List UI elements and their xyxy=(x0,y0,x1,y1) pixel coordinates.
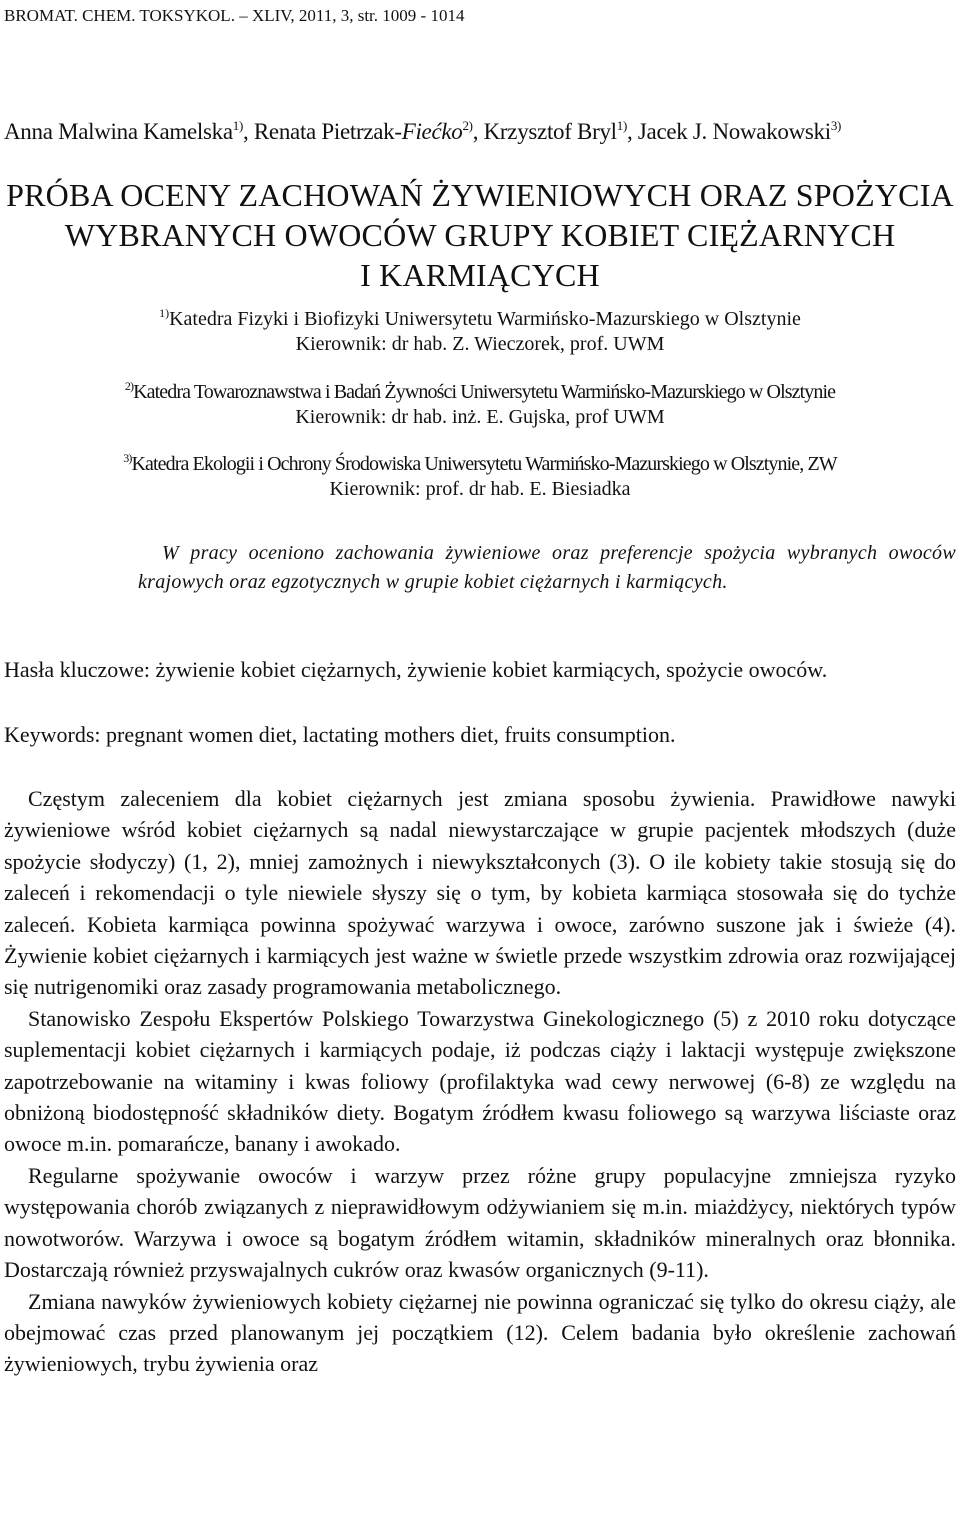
affiliation-head: Kierownik: dr hab. Z. Wieczorek, prof. UWM xyxy=(295,333,665,355)
author-list xyxy=(4,118,956,146)
keywords-polish: Hasła kluczowe: żywienie kobiet ciężarnych, żywienie kobiet karmiących, spożycie owoców. xyxy=(4,657,828,682)
affiliation-marker: 3) xyxy=(830,118,842,133)
affiliation-marker: 2) xyxy=(462,118,473,133)
running-head: BROMAT. CHEM. TOKSYKOL. – XLIV, 2011, 3, str. 1009 - 1014 xyxy=(4,6,465,25)
author-name: Anna Malwina Kamelska xyxy=(4,119,233,144)
paragraph: Stanowisko Zespołu Ekspertów Polskiego Towarzystwa Ginekologicznego (5) z 2010 roku dotyczące suplementacji kobiet ciężarnych i karmiących podaje, iż podczas ciąży i laktacji występuje zwiększone zapotrzebowanie na witaminy i kwas foliowy (profilaktyka wad cewy nerwowej (6-8) ze względu na obniżoną biodostępność składników diety. Bogatym źródłem kwasu foliowego są warzywa liściaste oraz owoce m.in. pomarańcze, banany i awokado. xyxy=(4,1005,956,1157)
paragraph: Zmiana nawyków żywieniowych kobiety ciężarnej nie powinna ograniczać się tylko do okresu ciąży, ale obejmować czas przed planowanym jej początkiem (12). Celem badania było określenie zachowań żywieniowych, trybu żywienia oraz xyxy=(4,1288,956,1377)
body-text xyxy=(4,783,956,1380)
affiliation-marker: 1) xyxy=(232,118,243,133)
abstract: W pracy oceniono zachowania żywieniowe oraz preferencje spożycia wybranych owoców krajowych oraz egzotycznych w grupie kobiet ciężarnych i karmiących. xyxy=(138,542,956,593)
affiliation-2 xyxy=(0,380,960,430)
affiliation-unit: Katedra Ekologii i Ochrony Środowiska Uniwersytetu Warmińsko-Mazurskiego w Olsztynie, ZW xyxy=(131,453,837,475)
paragraph: Regularne spożywanie owoców i warzyw przez różne grupy populacyjne zmniejsza ryzyko występowania chorób związanych z nieprawidłowym odżywianiem się m.in. miażdżycy, niektórych typów nowotworów. Warzywa i owoce są bogatym źródłem witamin, składników mineralnych oraz błonnika. Dostarczają również przyswajalnych cukrów oraz kwasów organicznych (9-11). xyxy=(4,1162,956,1283)
author-name: , Jacek J. Nowakowski xyxy=(626,119,831,144)
affiliation-marker: 3) xyxy=(123,451,132,465)
keywords-english: Keywords: pregnant women diet, lactating mothers diet, fruits consumption. xyxy=(4,722,676,747)
affiliation-head: Kierownik: prof. dr hab. E. Biesiadka xyxy=(329,478,631,500)
author-name: , Renata Pietrzak- xyxy=(242,119,402,144)
affiliation-unit: Katedra Towaroznawstwa i Badań Żywności Uniwersytetu Warmińsko-Mazurskiego w Olsztynie xyxy=(133,381,836,403)
author-name-italic: Fiećko xyxy=(401,119,463,144)
affiliation-1 xyxy=(0,307,960,357)
affiliation-unit: Katedra Fizyki i Biofizyki Uniwersytetu Warmińsko-Mazurskiego w Olsztynie xyxy=(169,308,801,330)
affiliation-marker: 1) xyxy=(159,306,170,320)
author-name: , Krzysztof Bryl xyxy=(472,119,617,144)
title-line: PRÓBA OCENY ZACHOWAŃ ŻYWIENIOWYCH ORAZ SPOŻYCIA xyxy=(6,177,954,213)
paper-title xyxy=(0,175,960,295)
affiliation-3 xyxy=(0,452,960,502)
paragraph: Częstym zaleceniem dla kobiet ciężarnych jest zmiana sposobu żywienia. Prawidłowe nawyki żywieniowe wśród kobiet ciężarnych są nadal niewystarczające w grupie pacjentek młodszych (duże spożycie słodyczy) (1, 2), mniej zamożnych i niewykształconych (3). O ile kobiety takie stosują się do zaleceń i rekomendacji o tyle niewiele słyszy się o tym, by kobieta karmiąca stosowała się do tychże zaleceń. Kobieta karmiąca powinna spożywać warzywa i owoce, zarówno suszone jak i świeże (4). Żywienie kobiet ciężarnych i karmiących jest ważne w świetle przede wszystkim zdrowia oraz rozwijającej się nutrigenomiki oraz zasady programowania metabolicznego. xyxy=(4,786,956,1000)
affiliation-marker: 2) xyxy=(124,379,134,393)
title-line: WYBRANYCH OWOCÓW GRUPY KOBIET CIĘŻARNYCH xyxy=(64,217,896,253)
title-line: I KARMIĄCYCH xyxy=(360,257,600,293)
affiliation-head: Kierownik: dr hab. inż. E. Gujska, prof UWM xyxy=(295,406,665,428)
affiliation-marker: 1) xyxy=(616,118,627,133)
